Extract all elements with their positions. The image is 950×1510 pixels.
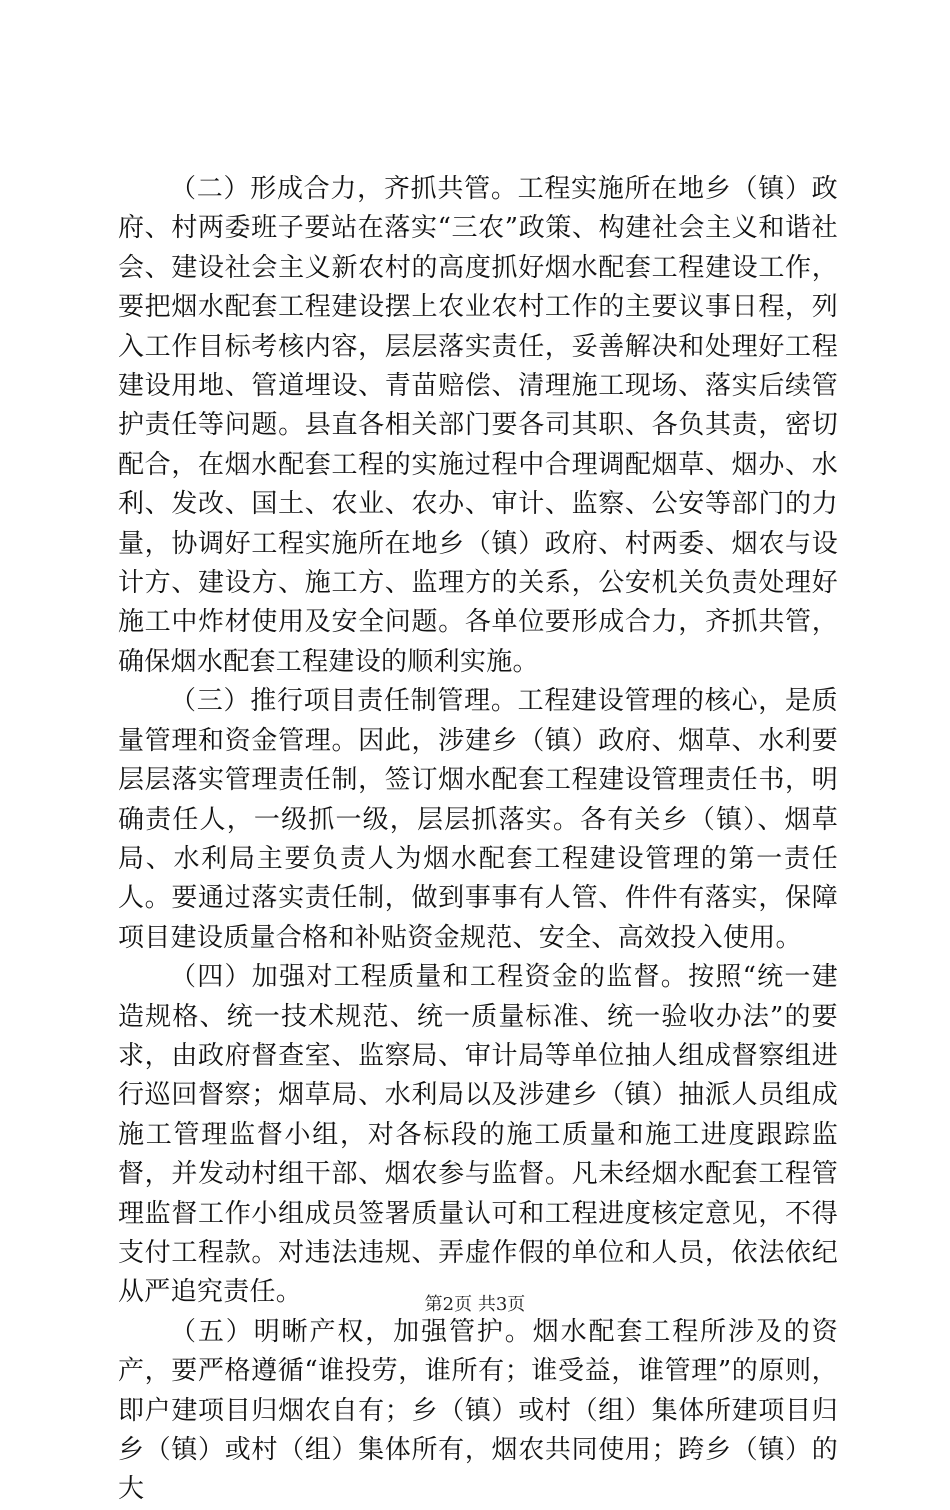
- paragraph-3: （三）推行项目责任制管理。工程建设管理的核心，是质量管理和资金管理。因此，涉建乡（镇）政府、烟草、水利要层层落实管理责任制，签订烟水配套工程建设管理责任书，明确责任人，一级抓一级，层层抓落实。各有关乡（镇）、烟草局、水利局主要负责人为烟水配套工程建设管理的第一责任人。要通过落实责任制，做到事事有人管、件件有落实，保障项目建设质量合格和补贴资金规范、安全、高效投入使用。: [118, 686, 838, 953]
- page-number-footer: 第2页 共3页: [424, 1294, 526, 1315]
- paragraph-2: （二）形成合力，齐抓共管。工程实施所在地乡（镇）政府、村两委班子要站在落实“三农”政策、构建社会主义和谐社会、建设社会主义新农村的高度抓好烟水配套工程建设工作，要把烟水配套工程建设摆上农业农村工作的主要议事日程，列入工作目标考核内容，层层落实责任，妥善解决和处理好工程建设用地、管道埋设、青苗赔偿、清理施工现场、落实后续管护责任等问题。县直各相关部门要各司其职、各负其责，密切配合，在烟水配套工程的实施过程中合理调配烟草、烟办、水利、发改、国土、农业、农办、审计、监察、公安等部门的力量，协调好工程实施所在地乡（镇）政府、村两委、烟农与设计方、建设方、施工方、监理方的关系，公安机关负责处理好施工中炸材使用及安全问题。各单位要形成合力，齐抓共管，确保烟水配套工程建设的顺利实施。: [118, 174, 838, 677]
- paragraph-4: （四）加强对工程质量和工程资金的监督。按照“统一建造规格、统一技术规范、统一质量标准、统一验收办法”的要求，由政府督查室、监察局、审计局等单位抽人组成督察组进行巡回督察；烟草局、水利局以及涉建乡（镇）抽派人员组成施工管理监督小组，对各标段的施工质量和施工进度跟踪监督，并发动村组干部、烟农参与监督。凡未经烟水配套工程管理监督工作小组成员签署质量认可和工程进度核定意见，不得支付工程款。对违法违规、弄虚作假的单位和人员，依法依纪从严追究责任。: [118, 962, 838, 1308]
- paragraph-5: （五）明晰产权，加强管护。烟水配套工程所涉及的资产，要严格遵循“谁投劳，谁所有；谁受益，谁管理”的原则，即户建项目归烟农自有；乡（镇）或村（组）集体所建项目归乡（镇）或村（组）集体所有，烟农共同使用；跨乡（镇）的大: [118, 1316, 838, 1505]
